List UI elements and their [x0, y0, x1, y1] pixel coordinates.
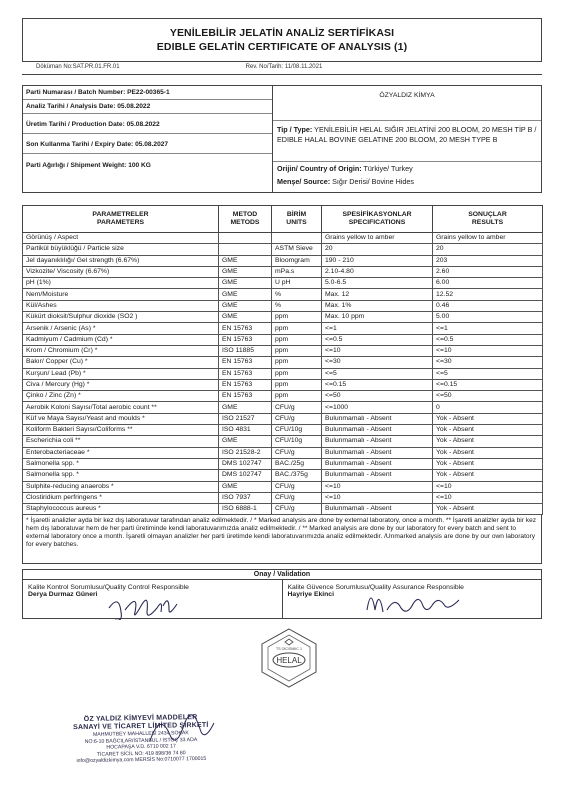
- parameter-cell: Jel dayanıklılığı/ Gel strength (6.67%): [23, 255, 219, 266]
- method-cell: EN 15763: [219, 334, 272, 345]
- unit-cell: U pH: [272, 278, 322, 289]
- result-cell: <=30: [433, 357, 543, 368]
- method-cell: GME: [219, 312, 272, 323]
- helal-text: HELAL: [276, 656, 302, 666]
- method-cell: DMS 102747: [219, 458, 272, 469]
- expiry-date: Son Kullanma Tarihi / Expiry Date: 05.08.2027: [23, 134, 272, 154]
- method-cell: EN 15763: [219, 323, 272, 334]
- header-divider: [22, 74, 542, 75]
- qc-signature: [103, 588, 193, 620]
- parameter-cell: pH (1%): [23, 278, 219, 289]
- method-cell: EN 15763: [219, 368, 272, 379]
- method-cell: GME: [219, 278, 272, 289]
- type-label: Tip / Type:: [277, 125, 313, 134]
- specification-cell: <=10: [322, 492, 433, 503]
- specification-cell: Bulunmamalı - Absent: [322, 413, 433, 424]
- qa-signature: [363, 584, 473, 620]
- stamp-line-3: MAHMUTBEY MAHALLESİ 2434 SOKAK: [92, 730, 189, 739]
- unit-cell: ppm: [272, 312, 322, 323]
- header-parameters-line: PARAMETERS: [96, 219, 145, 226]
- method-cell: [219, 233, 272, 244]
- stamp-line-4: NO:6-10 BAĞCILAR/İSTANBUL / İSTOÇ 33 ADA: [84, 737, 198, 745]
- unit-cell: BAC./25g: [272, 458, 322, 469]
- table-row: [23, 233, 543, 244]
- certificate-page: [22, 18, 542, 800]
- parameter-cell: Arsenik / Arsenic (As) *: [23, 323, 219, 334]
- shipment-weight: Parti Ağırlığı / Shipment Weight: 100 KG: [26, 162, 151, 169]
- parameter-cell: Sulphite-reducing anaerobs *: [23, 481, 219, 492]
- unit-cell: mPa.s: [272, 266, 322, 277]
- document-info-row: [22, 62, 542, 74]
- country-of-origin: [273, 162, 541, 175]
- type-value: YENİLEBİLİR HELAL SIĞIR JELATİNİ 200 BLOOM, 20 MESH TİP B / EDIBLE HALAL BOVINE GELATINE 200 BLOOM, 20 MESH TYPE B: [277, 125, 537, 144]
- parameter-cell: Nem/Moisture: [23, 289, 219, 300]
- result-cell: 0: [433, 402, 543, 413]
- parameter-cell: Civa / Mercury (Hg) *: [23, 379, 219, 390]
- result-cell: 0.46: [433, 300, 543, 311]
- method-cell: ISO 4831: [219, 425, 272, 436]
- stamp-signature: [142, 705, 222, 755]
- unit-cell: CFU/g: [272, 504, 322, 515]
- unit-cell: ppm: [272, 345, 322, 356]
- specification-cell: <=0.5: [322, 334, 433, 345]
- unit-cell: BAC./375g: [272, 470, 322, 481]
- specification-cell: 2.10-4.80: [322, 266, 433, 277]
- table-row: [23, 357, 543, 368]
- header-results-line: RESULTS: [471, 219, 504, 226]
- parameter-cell: Enterobacteriaceae *: [23, 447, 219, 458]
- unit-cell: [272, 233, 322, 244]
- title-turkish: YENİLEBİLİR JELATİN ANALİZ SERTİFİKASI: [169, 27, 395, 39]
- method-cell: GME: [219, 300, 272, 311]
- parameter-cell: Partikül büyüklüğü / Particle size: [23, 244, 219, 255]
- specification-cell: <=10: [322, 345, 433, 356]
- unit-cell: ppm: [272, 323, 322, 334]
- specification-cell: <=30: [322, 357, 433, 368]
- result-cell: <=10: [433, 481, 543, 492]
- result-cell: <=50: [433, 391, 543, 402]
- specification-cell: Bulunmamalı - Absent: [322, 447, 433, 458]
- parameter-cell: Koliform Bakteri Sayısı/Coliforms **: [23, 425, 219, 436]
- result-cell: 12.52: [433, 289, 543, 300]
- analysis-date: Analiz Tarihi / Analysis Date: 05.08.2022: [23, 100, 272, 114]
- stamp-line-2: SANAYİ VE TİCARET LİMİTED ŞİRKETİ: [72, 722, 209, 732]
- table-row: [23, 492, 543, 503]
- method-cell: EN 15763: [219, 391, 272, 402]
- origin-label: Orijin/ Country of Origin:: [277, 164, 362, 173]
- header-specifications: [322, 206, 433, 233]
- unit-cell: ppm: [272, 379, 322, 390]
- unit-cell: CFU/g: [272, 447, 322, 458]
- result-cell: Yok - Absent: [433, 413, 543, 424]
- unit-cell: CFU/g: [272, 402, 322, 413]
- specification-cell: Bulunmamalı - Absent: [322, 470, 433, 481]
- source-value: Sığır Derisi/ Bovine Hides: [332, 177, 415, 186]
- parameter-cell: Clostiridium perfringens *: [23, 492, 219, 503]
- product-source: [273, 175, 541, 188]
- parameter-cell: Escherichia coli **: [23, 436, 219, 447]
- batch-info-box: [22, 85, 542, 193]
- method-cell: GME: [219, 402, 272, 413]
- header-methods: [219, 206, 272, 233]
- parameter-cell: Krom / Chromium (Cr) *: [23, 345, 219, 356]
- method-cell: ISO 21527: [219, 413, 272, 424]
- table-row: [23, 504, 543, 515]
- unit-cell: ASTM Sieve: [272, 244, 322, 255]
- parameter-cell: Küf ve Maya Sayısı/Yeast and moulds *: [23, 413, 219, 424]
- header-results: [433, 206, 543, 233]
- table-row: [23, 323, 543, 334]
- specification-cell: Bulunmamalı - Absent: [322, 504, 433, 515]
- result-cell: 5.00: [433, 312, 543, 323]
- unit-cell: Bloomgram: [272, 255, 322, 266]
- method-cell: GME: [219, 266, 272, 277]
- unit-cell: ppm: [272, 368, 322, 379]
- table-row: [23, 413, 543, 424]
- parameters-table: [22, 205, 543, 515]
- unit-cell: CFU/g: [272, 413, 322, 424]
- parameter-cell: Bakır/ Copper (Cu) *: [23, 357, 219, 368]
- specification-cell: Max. 12: [322, 289, 433, 300]
- header-units: [272, 206, 322, 233]
- result-cell: 203: [433, 255, 543, 266]
- parameter-cell: Aerobik Koloni Sayısı/Total aerobic count **: [23, 402, 219, 413]
- stamp-line-5: HOCAPAŞA V.D. 6710 002 17: [106, 744, 176, 752]
- method-cell: EN 15763: [219, 357, 272, 368]
- qa-label: Kalite Güvence Sorumlusu/Quality Assurance Responsible: [287, 584, 464, 592]
- parameter-cell: Kurşun/ Lead (Pb) *: [23, 368, 219, 379]
- specification-cell: Bulunmamalı - Absent: [322, 425, 433, 436]
- batch-number: Parti Numarası / Batch Number: PE22-00365-1: [23, 86, 272, 100]
- parameter-cell: Görünüş / Aspect: [23, 233, 219, 244]
- table-row: [23, 334, 543, 345]
- method-cell: [219, 244, 272, 255]
- batch-info-left: [23, 86, 273, 192]
- revision-number: Rev. No/Tarih: 11/08.11.2021: [245, 64, 323, 70]
- origin-value: Türkiye/ Turkey: [363, 164, 413, 173]
- table-row: [23, 447, 543, 458]
- stamp-line-1: ÖZ YALDIZ KİMYEVİ MADDELER: [83, 714, 198, 724]
- parameter-cell: Kadmiyum / Cadmium (Cd) *: [23, 334, 219, 345]
- specification-cell: Bulunmamalı - Absent: [322, 436, 433, 447]
- table-row: [23, 289, 543, 300]
- table-row: [23, 391, 543, 402]
- result-cell: <=5: [433, 368, 543, 379]
- method-cell: ISO 21528-2: [219, 447, 272, 458]
- unit-cell: %: [272, 289, 322, 300]
- helal-logo-icon: [258, 627, 320, 689]
- qc-name: Derya Durmaz Güneri: [28, 591, 98, 599]
- table-row: [23, 345, 543, 356]
- specification-cell: <=50: [322, 391, 433, 402]
- parameter-cell: Vizkozite/ Viscosity (6.67%): [23, 266, 219, 277]
- unit-cell: CFU/10g: [272, 425, 322, 436]
- unit-cell: CFU/g: [272, 481, 322, 492]
- method-cell: GME: [219, 481, 272, 492]
- result-cell: <=10: [433, 492, 543, 503]
- result-cell: 6.00: [433, 278, 543, 289]
- unit-cell: CFU/g: [272, 492, 322, 503]
- table-row: [23, 266, 543, 277]
- quality-control-cell: [23, 580, 282, 618]
- method-cell: GME: [219, 289, 272, 300]
- table-row: [23, 458, 543, 469]
- result-cell: 2.60: [433, 266, 543, 277]
- result-cell: <=0.5: [433, 334, 543, 345]
- header-results-line: SONUÇLAR: [468, 211, 507, 218]
- result-cell: Grains yellow to amber: [433, 233, 543, 244]
- header-units-line: UNITS: [286, 219, 307, 226]
- parameter-cell: Staphylococcus aureus *: [23, 504, 219, 515]
- method-cell: GME: [219, 436, 272, 447]
- header-units-line: BİRİM: [286, 211, 307, 218]
- result-cell: 20: [433, 244, 543, 255]
- method-cell: GME: [219, 255, 272, 266]
- qc-label: Kalite Kontrol Sorumlusu/Quality Control Responsible: [28, 584, 189, 592]
- product-type: [273, 120, 541, 162]
- specification-cell: 5.0-6.5: [322, 278, 433, 289]
- unit-cell: ppm: [272, 334, 322, 345]
- method-cell: ISO 11885: [219, 345, 272, 356]
- document-number: Döküman No:SAT.PR.01.FR.01: [36, 64, 120, 70]
- certificate-title-box: [22, 18, 542, 62]
- result-cell: Yok - Absent: [433, 504, 543, 515]
- header-parameters: [23, 206, 219, 233]
- parameter-cell: Kükürt dioksit/Sulphur dioxide (SO2 ): [23, 312, 219, 323]
- table-body: [23, 233, 543, 515]
- company-name: ÖZYALDIZ KİMYA: [379, 92, 435, 99]
- stamp-area: [22, 619, 542, 800]
- result-cell: <=1: [433, 323, 543, 334]
- result-cell: Yok - Absent: [433, 436, 543, 447]
- header-methods-line: METOD: [232, 211, 258, 218]
- table-row: [23, 481, 543, 492]
- specification-cell: <=5: [322, 368, 433, 379]
- table-row: [23, 470, 543, 481]
- source-label: Menşe/ Source:: [277, 177, 331, 186]
- parameter-cell: Kül/Ashes: [23, 300, 219, 311]
- table-row: [23, 368, 543, 379]
- parameter-cell: Çinko / Zinc (Zn) *: [23, 391, 219, 402]
- title-english: EDIBLE GELATİN CERTIFICATE OF ANALYSIS (1): [156, 41, 408, 53]
- table-row: [23, 436, 543, 447]
- qa-name: Hayriye Ekinci: [287, 591, 334, 599]
- specification-cell: <=0.15: [322, 379, 433, 390]
- table-row: [23, 255, 543, 266]
- method-cell: ISO 6888-1: [219, 504, 272, 515]
- table-row: [23, 300, 543, 311]
- specification-cell: Bulunmamalı - Absent: [322, 458, 433, 469]
- table-row: [23, 402, 543, 413]
- result-cell: Yok - Absent: [433, 470, 543, 481]
- table-row: [23, 379, 543, 390]
- specification-cell: Grains yellow to amber: [322, 233, 433, 244]
- production-date: Üretim Tarihi / Production Date: 05.08.2022: [23, 114, 272, 134]
- table-header-row: [23, 206, 543, 233]
- parameter-cell: Salmonella spp. *: [23, 458, 219, 469]
- specification-cell: 190 - 210: [322, 255, 433, 266]
- helal-ring-text: TS OIC/SMIIC 1: [276, 647, 302, 652]
- result-cell: Yok - Absent: [433, 447, 543, 458]
- table-row: [23, 244, 543, 255]
- table-row: [23, 312, 543, 323]
- specification-cell: Max. 1%: [322, 300, 433, 311]
- validation-box: [22, 579, 542, 619]
- analysis-notes: * İşaretli analizler ayda bir kez dış laboratuvar tarafından analiz edilmektedir. / * Marked analysis are done by external laboratory, once a month. ** İşaretli analizler ayda bir kez hem dış laboratuvar hem de her parti üretiminde kendi laboratuvarımızda analiz edilmektedir. / ** Marked analysis are done by our laboratory for every batch and sent to external laboratory once a month. İşaretli olmayan analizler her parti üretimde kendi laboratuvarımızda analiz edilmektedir. /Unmarked analysis are done by our own laboratory for every batches.: [22, 515, 542, 564]
- specification-cell: <=10: [322, 481, 433, 492]
- specification-cell: <=1: [322, 323, 433, 334]
- specification-cell: 20: [322, 244, 433, 255]
- quality-assurance-cell: [282, 580, 542, 618]
- header-parameters-line: PARAMETRELER: [92, 211, 149, 218]
- method-cell: ISO 7937: [219, 492, 272, 503]
- header-methods-line: METODS: [230, 219, 260, 226]
- specification-cell: Max. 10 ppm: [322, 312, 433, 323]
- header-specifications-line: SPESİFİKASYONLAR: [342, 211, 412, 218]
- unit-cell: ppm: [272, 357, 322, 368]
- result-cell: Yok - Absent: [433, 458, 543, 469]
- method-cell: EN 15763: [219, 379, 272, 390]
- unit-cell: ppm: [272, 391, 322, 402]
- result-cell: <=0.15: [433, 379, 543, 390]
- table-row: [23, 278, 543, 289]
- result-cell: <=10: [433, 345, 543, 356]
- parameter-cell: Salmonella spp. *: [23, 470, 219, 481]
- method-cell: DMS 102747: [219, 470, 272, 481]
- header-specifications-line: SPECIFICATIONS: [348, 219, 406, 226]
- table-row: [23, 425, 543, 436]
- validation-title: Onay / Validation: [22, 569, 542, 579]
- specification-cell: <=1000: [322, 402, 433, 413]
- unit-cell: %: [272, 300, 322, 311]
- stamp-line-7: info@ozyaldizkimya.com MERSİS No:0710077 1700015: [76, 756, 207, 765]
- stamp-line-6: TİCARET SİCİL NO: 419 898/36 74 80: [96, 750, 186, 758]
- result-cell: Yok - Absent: [433, 425, 543, 436]
- product-info-right: [273, 86, 541, 192]
- unit-cell: CFU/10g: [272, 436, 322, 447]
